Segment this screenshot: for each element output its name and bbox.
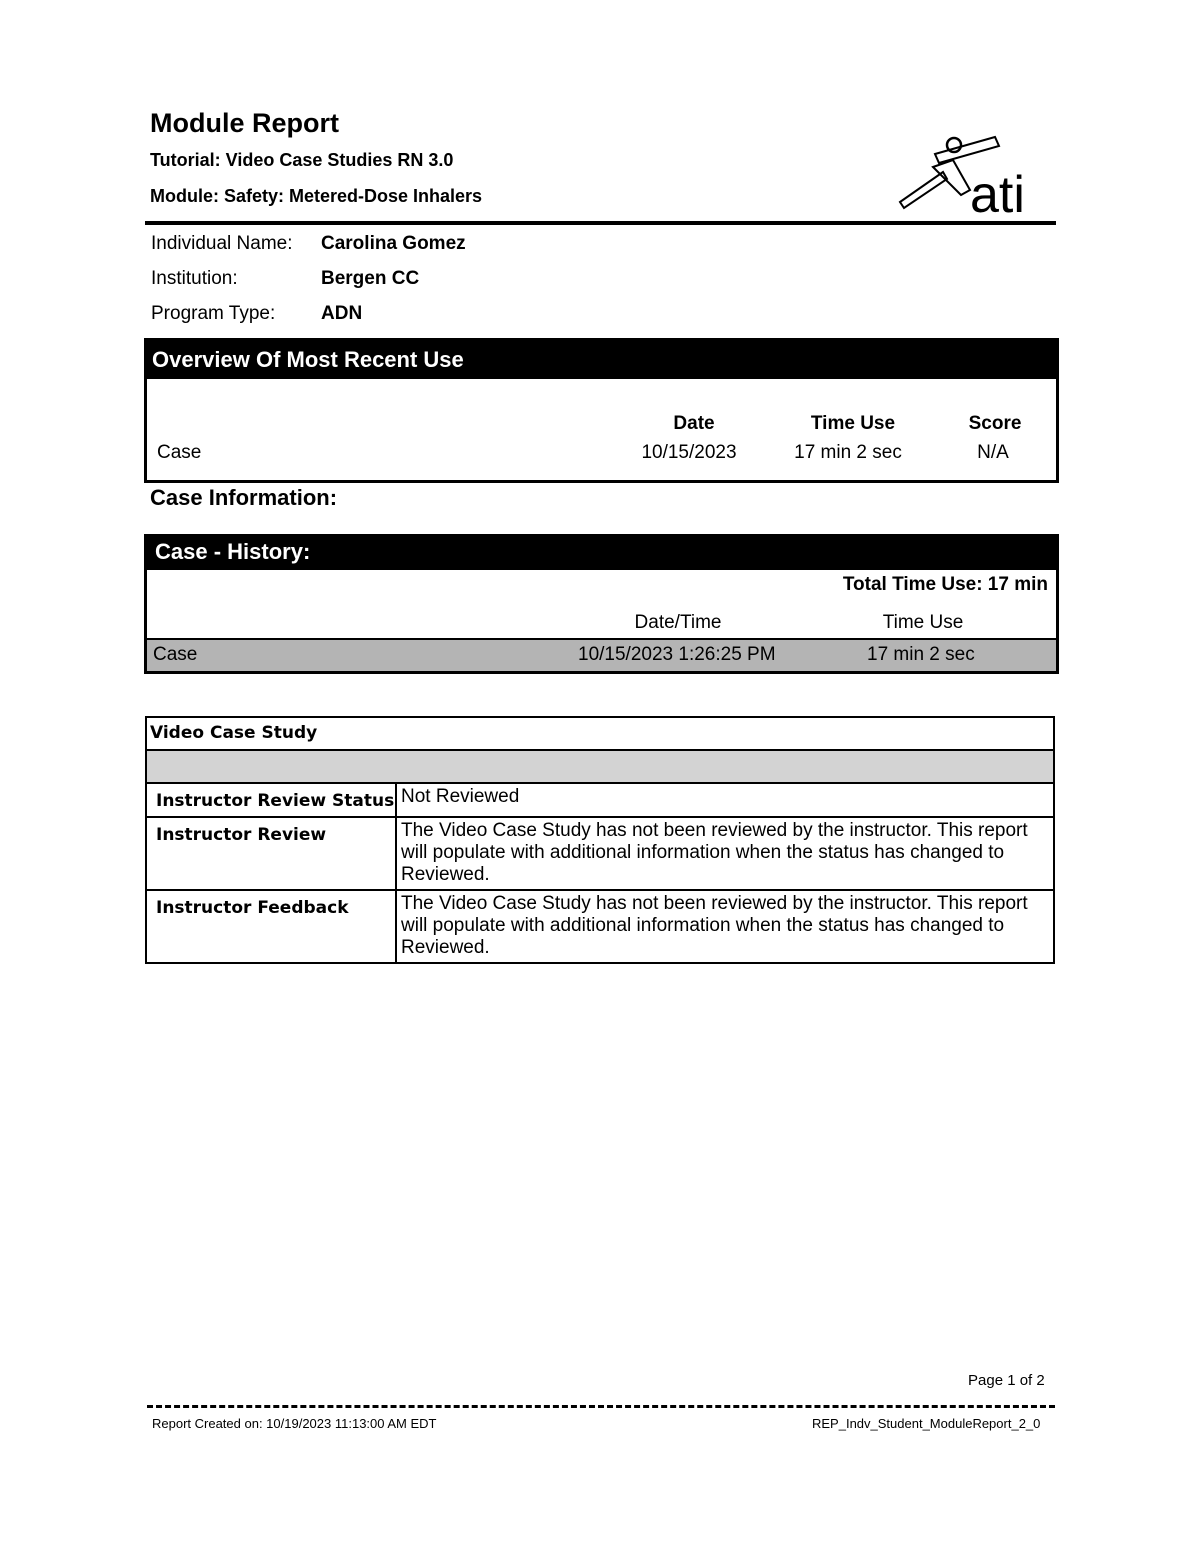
instructor-feedback-label: Instructor Feedback xyxy=(146,890,396,963)
logo-text: ati xyxy=(970,166,1025,218)
program-type-value: ADN xyxy=(321,303,363,324)
footer-divider xyxy=(147,1405,1055,1408)
case-history-section xyxy=(144,534,1059,674)
report-code: REP_Indv_Student_ModuleReport_2_0 xyxy=(812,1416,1041,1431)
video-case-study-spacer xyxy=(146,750,1054,783)
history-row-name: Case xyxy=(153,644,198,665)
overview-section xyxy=(144,338,1059,483)
overview-row-time-use: 17 min 2 sec xyxy=(794,442,902,463)
tutorial-name: Tutorial: Video Case Studies RN 3.0 xyxy=(150,150,454,170)
table-row xyxy=(146,890,1054,963)
history-row-time-use: 17 min 2 sec xyxy=(867,644,975,665)
review-status-label: Instructor Review Status xyxy=(146,783,396,817)
header-divider xyxy=(145,221,1056,225)
individual-name-label: Individual Name: xyxy=(151,233,293,254)
overview-row-name: Case xyxy=(157,442,202,463)
page-number: Page 1 of 2 xyxy=(968,1372,1045,1389)
ati-logo xyxy=(895,132,1045,218)
module-name: Module: Safety: Metered-Dose Inhalers xyxy=(150,186,483,206)
overview-heading: Overview Of Most Recent Use xyxy=(147,341,1056,379)
instructor-review-value: The Video Case Study has not been reviewed by the instructor. This report will populate with additional information when the status has changed to Reviewed. xyxy=(396,817,1054,890)
instructor-feedback-value: The Video Case Study has not been reviewed by the instructor. This report will populate with additional information when the status has changed to Reviewed. xyxy=(396,890,1054,963)
table-row xyxy=(146,817,1054,890)
page-title: Module Report xyxy=(150,108,339,138)
table-row xyxy=(146,783,1054,817)
overview-row-date: 10/15/2023 xyxy=(641,442,737,463)
report-created-date: Report Created on: 10/19/2023 11:13:00 AM EDT xyxy=(152,1416,437,1431)
history-row-datetime: 10/15/2023 1:26:25 PM xyxy=(578,644,776,665)
history-time-use-header: Time Use xyxy=(882,612,964,633)
review-status-value: Not Reviewed xyxy=(396,783,1054,817)
program-type-label: Program Type: xyxy=(151,303,276,324)
case-history-heading: Case - History: xyxy=(144,534,1059,570)
overview-row-score: N/A xyxy=(977,442,1009,463)
video-case-study-table xyxy=(145,716,1055,964)
table-row xyxy=(147,638,1056,671)
total-time-use: Total Time Use: 17 min xyxy=(842,574,1048,595)
overview-score-header: Score xyxy=(968,413,1022,434)
institution-label: Institution: xyxy=(151,268,238,289)
individual-name-value: Carolina Gomez xyxy=(321,233,466,254)
instructor-review-label: Instructor Review xyxy=(146,817,396,890)
video-case-study-title: Video Case Study xyxy=(146,717,1054,750)
history-datetime-header: Date/Time xyxy=(634,612,722,633)
overview-date-header: Date xyxy=(673,413,715,434)
institution-value: Bergen CC xyxy=(321,268,420,289)
case-information-heading: Case Information: xyxy=(150,485,338,510)
overview-time-use-header: Time Use xyxy=(810,413,896,434)
